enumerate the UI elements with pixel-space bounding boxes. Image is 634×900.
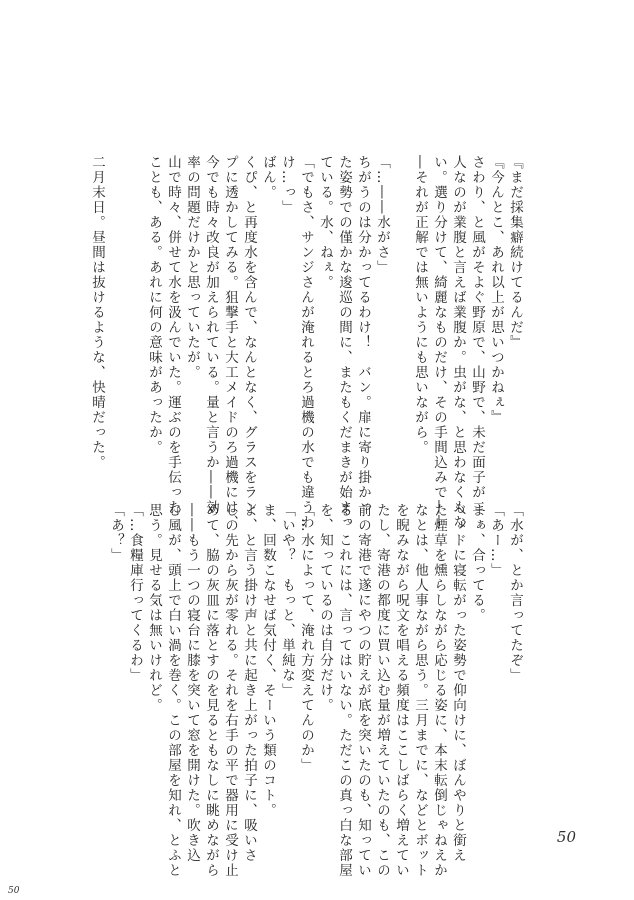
page-number: 50: [556, 828, 576, 846]
text-line: [125, 155, 144, 500]
text-line: 「…食糧庫行ってくるわ」: [127, 503, 143, 683]
text-line: 率の問題だけかと思っていたが。: [184, 155, 200, 380]
text-line: よ、と言う掛け声と共に起き上がった拍子に、吸いさ: [241, 503, 257, 863]
text-line: しの先から灰が零れる。それを右手の平で器用に受け止: [222, 503, 238, 878]
text-line: [106, 155, 125, 500]
text-line: めて、脇の灰皿に落とすのを見るともなしに眺めながら: [203, 503, 219, 878]
text-line: [391, 155, 410, 500]
text-line: む風が、頭上で白い渦を巻く。この部屋を知れ、とふと: [165, 503, 181, 878]
text-line: 「あ？」: [108, 503, 124, 563]
text-line: プに透かしてみる。狙撃手と大工メイドのろ過機には、: [222, 155, 238, 530]
text-line: 山で時々、併せて水を汲んでいた。運ぶのを手伝った: [165, 155, 181, 515]
text-line: たし、寄港の都度に買い込む量が増えていたのも、この: [374, 503, 390, 878]
text-line: い。選り分けて、綺麗なものだけ、その手間込みで――: [431, 155, 447, 530]
text-line: を、知っているのは自分だけ。: [317, 503, 333, 713]
text-line: 人なのが業腹と言えば業腹か。虫がな、と思わなくもな: [450, 155, 466, 530]
text-line: ま、回数こなせば気付く、そーいう類のコト。: [260, 503, 276, 818]
text-line: 「あー…」: [488, 503, 504, 578]
text-line: さわり、と風がそよぐ野原で、山野で、未だ面子が二: [469, 155, 485, 515]
text-line: 「いや？ もっと、単純な」: [279, 503, 295, 698]
text-line: 『今んとこ、あれ以上が思いつかねぇ』: [488, 155, 504, 425]
text-line: くぴ、と再度水を含んで、なんとなく、グラスをラン: [241, 155, 257, 515]
text-line: る。これには、言ってはいない。ただこの真っ白な部屋: [336, 503, 352, 878]
text-line: 前の寄港で遂にやつの貯えが底を突いたのも、知ってい: [355, 503, 371, 878]
text-line: なとは、他人事ながら思う。三月までに、などとボット: [412, 503, 428, 878]
text-line: ことも、ある。あれに何の意味があったか。: [146, 155, 162, 455]
text-line: 『まだ採集癖続けてるんだ』: [507, 155, 523, 350]
text-line: ちがうのは分かってるわけ！ バン。扉に寄り掛かっ: [355, 155, 371, 515]
text-line: 今でも時々改良が加えられている。量と言うか――効: [203, 155, 219, 515]
text-line: 「…――水がさ」: [374, 155, 390, 275]
text-line: 「水が、とか言ってたぞ」: [507, 503, 523, 683]
text-line: を睨みながら呪文を唱える頻度はここしばらく増えてい: [393, 503, 409, 878]
text-line: ――もう一つの寝台に膝を突いて窓を開けた。吹き込: [184, 503, 200, 863]
text-line: 思う。見せる気は無いけれど。: [146, 503, 162, 713]
corner-page-mark: 50: [8, 886, 20, 896]
text-line: ばん。: [260, 155, 276, 200]
text-line: 二月末日。昼間は抜けるような、快晴だった。: [89, 155, 105, 470]
text-line: まぁ、合ってる。: [469, 503, 485, 623]
text-line: 「…水によって、淹れ方変えてんのか」: [298, 503, 314, 773]
text-line: た煙草を燻らしながら応じる姿に、本末転倒じゃねえか: [431, 503, 447, 878]
lower-text-block: [106, 503, 524, 878]
text-line: ―それが正解では無いようにも思いながら。: [412, 155, 428, 455]
upper-text-block: [87, 155, 524, 530]
text-line: ベッドに寝転がった姿勢で仰向けに、ぼんやりと銜え: [450, 503, 466, 863]
text-line: た姿勢での僅かな逡巡の間に、またもくだまきが始まっ: [336, 155, 352, 530]
text-line: け…っ」: [279, 155, 295, 215]
text-line: 「でもさ、サンジさんが淹れるとろ過機の水でも違うわ: [298, 155, 314, 530]
text-line: ている。水、ねぇ。: [317, 155, 333, 290]
